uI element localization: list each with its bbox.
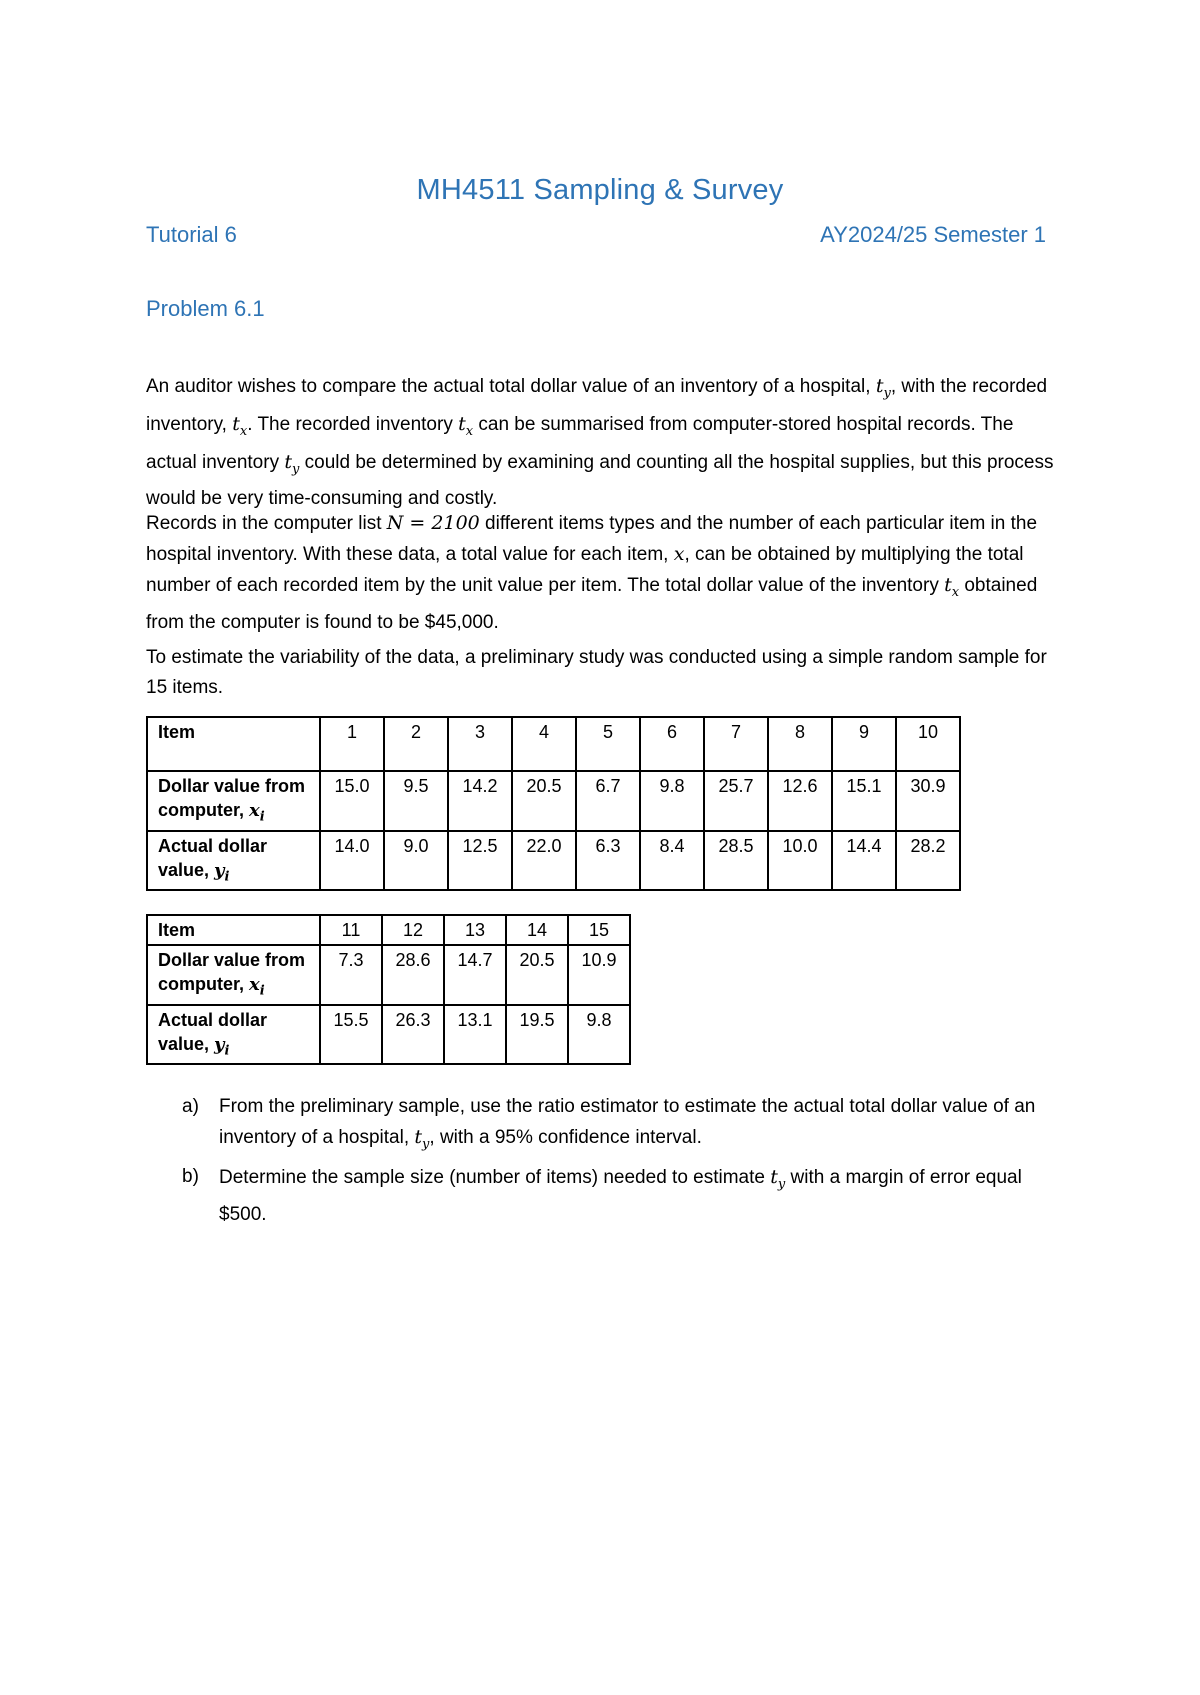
x-value-cell: 10.9 <box>568 945 630 1005</box>
item-number-cell: 8 <box>768 717 832 771</box>
x-value-cell: 20.5 <box>512 771 576 831</box>
math-yi: $y_i$ <box>214 859 230 885</box>
table-row-x <box>147 945 630 1005</box>
text-run: obtained from the computer is found to be $45,000. <box>146 575 1038 633</box>
paragraph-intro <box>146 371 1066 514</box>
data-table-2 <box>146 914 631 1065</box>
question-label: a) <box>182 1096 199 1117</box>
x-value-cell: 20.5 <box>506 945 568 1005</box>
math-ty: $t_y$ <box>414 1126 430 1152</box>
item-number-cell: 13 <box>444 915 506 945</box>
math-yi: $y_i$ <box>214 1033 230 1059</box>
y-value-cell: 28.2 <box>896 831 960 891</box>
item-number-cell: 2 <box>384 717 448 771</box>
item-number-cell: 1 <box>320 717 384 771</box>
y-value-cell: 28.5 <box>704 831 768 891</box>
question-text: , with a 95% confidence interval. <box>429 1127 702 1148</box>
text-run: , can be obtained by multiplying the total number of each recorded item by the unit value per item. The total dollar value of the inventory <box>146 544 1024 596</box>
math-x: x <box>673 543 685 565</box>
document-title: MH4511 Sampling & Survey <box>416 174 784 206</box>
y-value-cell: 22.0 <box>512 831 576 891</box>
text-run: different items types and the number of each particular item in the hospital inventory. With these data, a total value for each item, <box>146 513 1038 565</box>
row-label-text: Item <box>158 722 196 742</box>
row-label-text: Dollar value from computer, <box>158 776 306 820</box>
math-ty: $t_y$ <box>284 450 300 477</box>
row-label-text: Item <box>158 920 196 940</box>
text-run: An auditor wishes to compare the actual total dollar value of an inventory of a hospital, <box>146 376 876 397</box>
question-text: Determine the sample size (number of items) needed to estimate <box>219 1166 771 1188</box>
y-value-cell: 19.5 <box>506 1005 568 1065</box>
question-text: From the preliminary sample, use the ratio estimator to estimate the actual total dollar value of an inventory of a hospital, <box>219 1096 1036 1148</box>
text-run: Records in the computer list <box>146 513 387 534</box>
y-value-cell: 15.5 <box>320 1005 382 1065</box>
item-number-cell: 9 <box>832 717 896 771</box>
table-row-items <box>147 915 630 945</box>
x-value-cell: 7.3 <box>320 945 382 1005</box>
x-value-cell: 30.9 <box>896 771 960 831</box>
math-n: N = 2100 <box>386 512 480 534</box>
row-header-cell <box>147 831 320 891</box>
y-value-cell: 13.1 <box>444 1005 506 1065</box>
y-value-cell: 8.4 <box>640 831 704 891</box>
y-value-cell: 14.0 <box>320 831 384 891</box>
y-value-cell: 9.8 <box>568 1005 630 1065</box>
table-row-items <box>147 717 960 771</box>
row-label-text: Actual dollar value, <box>158 835 268 880</box>
x-value-cell: 28.6 <box>382 945 444 1005</box>
item-number-cell: 3 <box>448 717 512 771</box>
math-ty: $t_y$ <box>875 375 891 401</box>
question-label: b) <box>182 1165 199 1187</box>
x-value-cell: 14.7 <box>444 945 506 1005</box>
data-table-1 <box>146 716 961 891</box>
question-list <box>146 1092 1066 1232</box>
x-value-cell: 6.7 <box>576 771 640 831</box>
item-number-cell: 11 <box>320 915 382 945</box>
item-number-cell: 4 <box>512 717 576 771</box>
math-tx: $t_x$ <box>232 412 248 439</box>
table-row-x <box>147 771 960 831</box>
y-value-cell: 12.5 <box>448 831 512 891</box>
text-run: could be determined by examining and counting all the hospital supplies, but this process would be very time-consuming and costly. <box>146 451 1054 510</box>
y-value-cell: 26.3 <box>382 1005 444 1065</box>
x-value-cell: 15.0 <box>320 771 384 831</box>
x-value-cell: 25.7 <box>704 771 768 831</box>
x-value-cell: 12.6 <box>768 771 832 831</box>
problem-heading: Problem 6.1 <box>146 296 265 321</box>
text-run: . The recorded inventory <box>247 413 459 435</box>
math-tx: $t_x$ <box>944 574 960 600</box>
math-tx: $t_x$ <box>458 412 474 439</box>
row-header-cell <box>147 1005 320 1065</box>
question-a <box>146 1092 1066 1160</box>
y-value-cell: 6.3 <box>576 831 640 891</box>
item-number-cell: 7 <box>704 717 768 771</box>
item-number-cell: 6 <box>640 717 704 771</box>
row-label-text: Dollar value from computer, <box>158 950 306 994</box>
item-number-cell: 10 <box>896 717 960 771</box>
x-value-cell: 15.1 <box>832 771 896 831</box>
math-ty: $t_y$ <box>770 1165 786 1192</box>
row-label-text: Actual dollar value, <box>158 1009 268 1054</box>
item-number-cell: 12 <box>382 915 444 945</box>
row-header-cell <box>147 945 320 1005</box>
paragraph-records <box>146 508 1066 638</box>
row-header-cell <box>147 717 320 771</box>
paragraph-sample: To estimate the variability of the data, a preliminary study was conducted using a simple random sample for 15 items. <box>146 647 1047 698</box>
x-value-cell: 9.8 <box>640 771 704 831</box>
question-text: with a margin of error equal $500. <box>219 1166 1022 1225</box>
item-number-cell: 5 <box>576 717 640 771</box>
table-row-y <box>147 1005 630 1065</box>
x-value-cell: 9.5 <box>384 771 448 831</box>
item-number-cell: 15 <box>568 915 630 945</box>
math-xi: $x_i$ <box>249 974 265 999</box>
question-b <box>146 1162 1066 1230</box>
math-xi: $x_i$ <box>249 800 265 825</box>
table-row-y <box>147 831 960 891</box>
x-value-cell: 14.2 <box>448 771 512 831</box>
row-header-cell <box>147 915 320 945</box>
y-value-cell: 14.4 <box>832 831 896 891</box>
tutorial-label: Tutorial 6 <box>146 222 237 247</box>
row-header-cell <box>147 771 320 831</box>
y-value-cell: 10.0 <box>768 831 832 891</box>
item-number-cell: 14 <box>506 915 568 945</box>
y-value-cell: 9.0 <box>384 831 448 891</box>
text-run: can be summarised from computer-stored hospital records. The actual inventory <box>146 413 1014 473</box>
text-run: , with the recorded inventory, <box>146 376 1048 435</box>
semester-label: AY2024/25 Semester 1 <box>820 222 1046 247</box>
